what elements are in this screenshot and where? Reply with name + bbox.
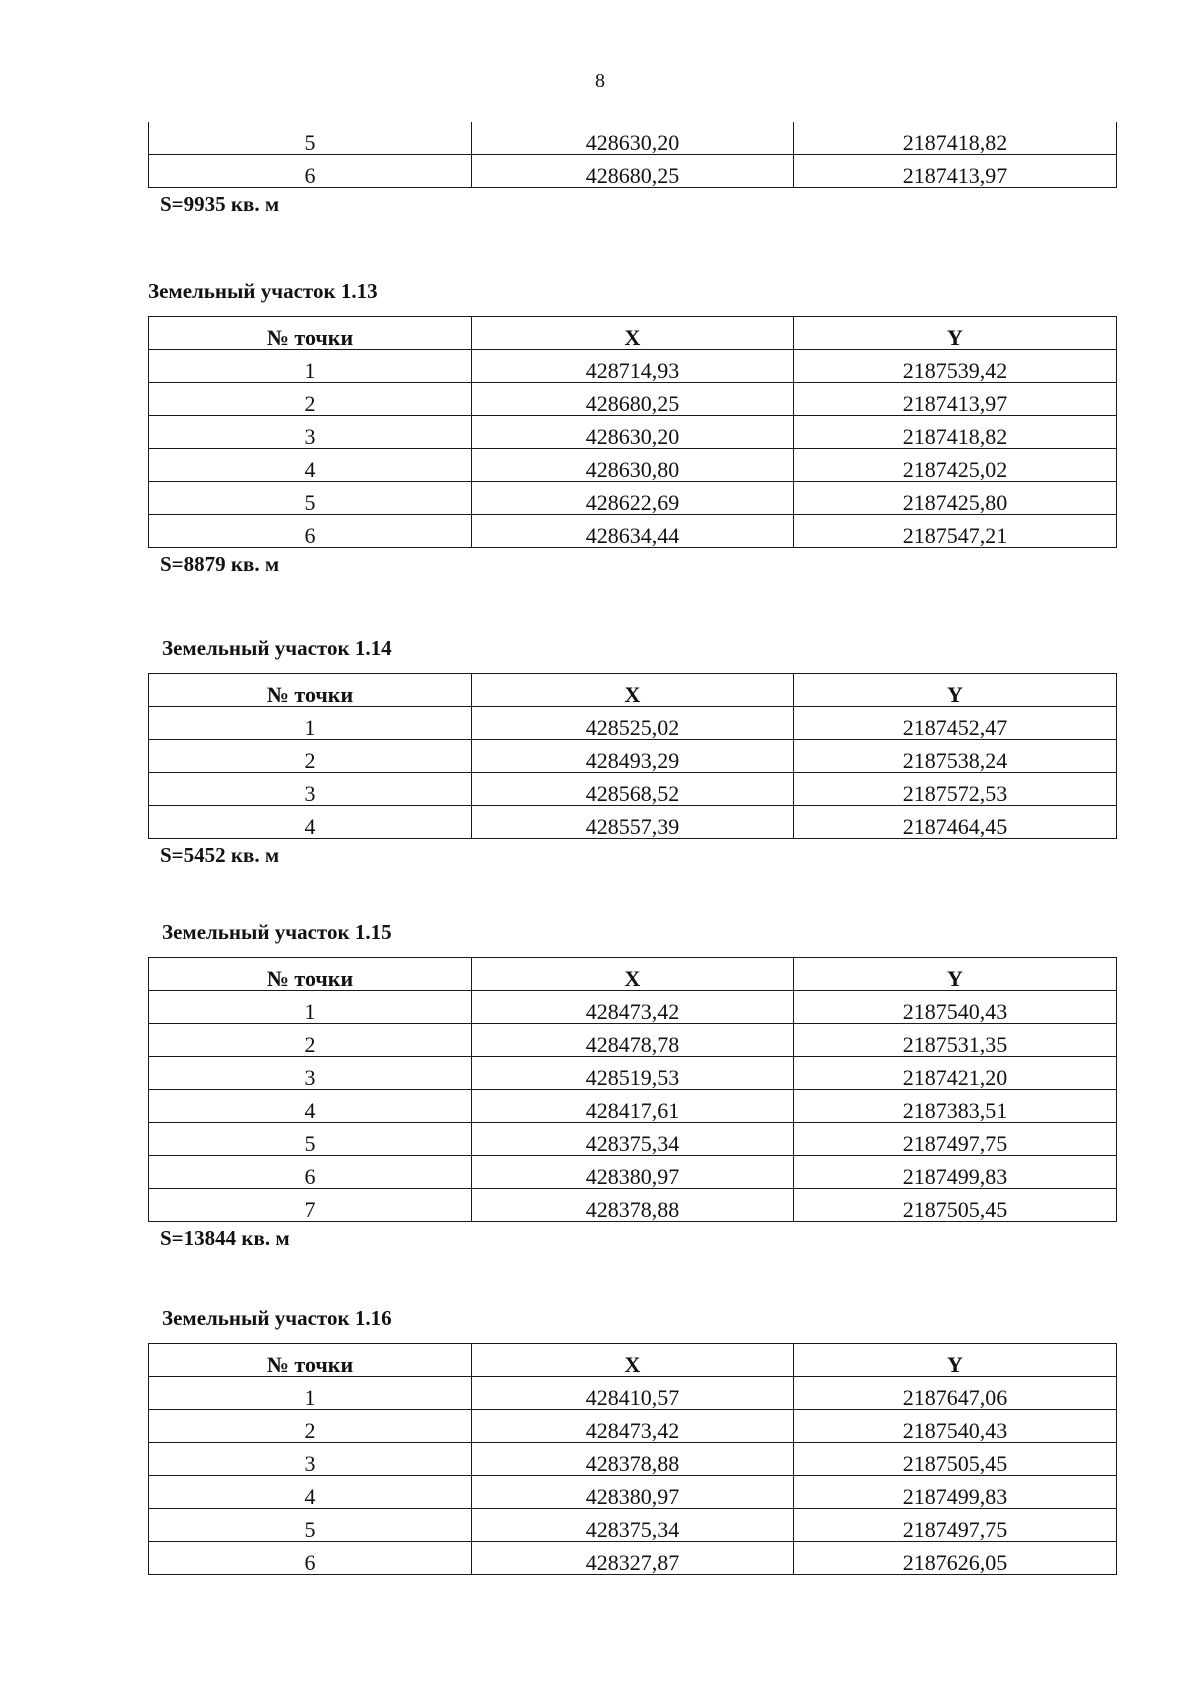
x-coordinate-cell: 428417,61 <box>472 1090 794 1123</box>
coordinate-row <box>149 707 1117 740</box>
point-number-cell: 3 <box>149 773 472 806</box>
coordinate-row <box>149 1542 1117 1575</box>
x-coordinate-cell: 428380,97 <box>472 1476 794 1509</box>
parcel-1-15-block <box>148 920 1116 1251</box>
x-coordinate-cell: 428622,69 <box>472 482 794 515</box>
x-coordinate-cell: 428493,29 <box>472 740 794 773</box>
coordinate-row <box>149 1090 1117 1123</box>
header-row <box>149 674 1117 707</box>
header-y: Y <box>794 1344 1117 1377</box>
coordinate-row <box>149 773 1117 806</box>
y-coordinate-cell: 2187425,02 <box>794 449 1117 482</box>
coordinate-row <box>149 1024 1117 1057</box>
coordinate-row <box>149 350 1117 383</box>
coordinate-row <box>149 1476 1117 1509</box>
parcel-heading: Земельный участок 1.15 <box>162 920 392 944</box>
coordinates-table <box>148 1343 1117 1575</box>
point-number-cell: 5 <box>149 482 472 515</box>
point-number-cell: 4 <box>149 806 472 839</box>
header-point: № точки <box>149 1344 472 1377</box>
y-coordinate-cell: 2187383,51 <box>794 1090 1117 1123</box>
header-row <box>149 958 1117 991</box>
x-coordinate-cell: 428634,44 <box>472 515 794 548</box>
x-coordinate-cell: 428478,78 <box>472 1024 794 1057</box>
coordinate-row <box>149 1156 1117 1189</box>
x-coordinate-cell: 428378,88 <box>472 1443 794 1476</box>
point-number-cell: 2 <box>149 1410 472 1443</box>
coordinate-row <box>149 482 1117 515</box>
coordinate-row <box>149 383 1117 416</box>
header-y: Y <box>794 958 1117 991</box>
point-number-cell: 1 <box>149 991 472 1024</box>
parcel-1-13-block <box>148 279 1116 577</box>
header-point: № точки <box>149 317 472 350</box>
point-number-cell: 7 <box>149 1189 472 1222</box>
point-number-cell: 6 <box>149 515 472 548</box>
coordinate-row <box>149 1509 1117 1542</box>
x-coordinate-cell: 428568,52 <box>472 773 794 806</box>
point-number-cell: 2 <box>149 1024 472 1057</box>
x-coordinate-cell: 428375,34 <box>472 1509 794 1542</box>
y-coordinate-cell: 2187505,45 <box>794 1443 1117 1476</box>
area-label: S=8879 кв. м <box>160 552 280 576</box>
y-coordinate-cell: 2187499,83 <box>794 1476 1117 1509</box>
x-coordinate-cell: 428519,53 <box>472 1057 794 1090</box>
x-coordinate-cell: 428327,87 <box>472 1542 794 1575</box>
header-row <box>149 1344 1117 1377</box>
x-coordinate-cell: 428473,42 <box>472 991 794 1024</box>
y-coordinate-cell: 2187413,97 <box>794 383 1117 416</box>
parcel-heading: Земельный участок 1.13 <box>148 279 378 303</box>
coordinates-table <box>148 316 1117 548</box>
parcel-1-14-block <box>148 636 1116 868</box>
point-number-cell: 5 <box>149 1123 472 1156</box>
point-number-cell: 1 <box>149 350 472 383</box>
header-point: № точки <box>149 674 472 707</box>
y-coordinate-cell: 2187499,83 <box>794 1156 1117 1189</box>
coordinates-table <box>148 957 1117 1222</box>
y-coordinate-cell: 2187539,42 <box>794 350 1117 383</box>
x-coordinate-cell: 428680,25 <box>472 155 794 188</box>
x-coordinate-cell: 428630,80 <box>472 449 794 482</box>
point-number-cell: 5 <box>149 1509 472 1542</box>
point-number-cell: 3 <box>149 1443 472 1476</box>
y-coordinate-cell: 2187626,05 <box>794 1542 1117 1575</box>
area-label: S=9935 кв. м <box>160 192 280 216</box>
y-coordinate-cell: 2187497,75 <box>794 1123 1117 1156</box>
y-coordinate-cell: 2187647,06 <box>794 1377 1117 1410</box>
parcel-heading: Земельный участок 1.16 <box>162 1306 392 1330</box>
x-coordinate-cell: 428473,42 <box>472 1410 794 1443</box>
coordinate-row <box>149 416 1117 449</box>
coordinate-row <box>149 991 1117 1024</box>
y-coordinate-cell: 2187425,80 <box>794 482 1117 515</box>
y-coordinate-cell: 2187452,47 <box>794 707 1117 740</box>
coordinates-table <box>148 122 1117 188</box>
coordinate-row <box>149 806 1117 839</box>
x-coordinate-cell: 428525,02 <box>472 707 794 740</box>
area-label: S=13844 кв. м <box>160 1226 290 1250</box>
point-number-cell: 6 <box>149 1542 472 1575</box>
point-number-cell: 4 <box>149 1090 472 1123</box>
x-coordinate-cell: 428380,97 <box>472 1156 794 1189</box>
y-coordinate-cell: 2187413,97 <box>794 155 1117 188</box>
header-point: № точки <box>149 958 472 991</box>
coordinate-row <box>149 1443 1117 1476</box>
coordinates-table <box>148 673 1117 839</box>
coordinate-row <box>149 122 1117 155</box>
y-coordinate-cell: 2187505,45 <box>794 1189 1117 1222</box>
y-coordinate-cell: 2187464,45 <box>794 806 1117 839</box>
x-coordinate-cell: 428714,93 <box>472 350 794 383</box>
header-row <box>149 317 1117 350</box>
x-coordinate-cell: 428630,20 <box>472 122 794 155</box>
x-coordinate-cell: 428375,34 <box>472 1123 794 1156</box>
coordinate-row <box>149 155 1117 188</box>
coordinate-row <box>149 1057 1117 1090</box>
header-x: X <box>472 317 794 350</box>
continued-coordinates-block <box>148 122 1116 217</box>
y-coordinate-cell: 2187540,43 <box>794 991 1117 1024</box>
coordinate-row <box>149 515 1117 548</box>
area-label: S=5452 кв. м <box>160 843 280 867</box>
header-y: Y <box>794 674 1117 707</box>
header-x: X <box>472 958 794 991</box>
y-coordinate-cell: 2187418,82 <box>794 416 1117 449</box>
parcel-heading: Земельный участок 1.14 <box>162 636 392 660</box>
y-coordinate-cell: 2187421,20 <box>794 1057 1117 1090</box>
point-number-cell: 1 <box>149 707 472 740</box>
point-number-cell: 4 <box>149 1476 472 1509</box>
coordinate-row <box>149 1123 1117 1156</box>
coordinate-row <box>149 1377 1117 1410</box>
y-coordinate-cell: 2187497,75 <box>794 1509 1117 1542</box>
x-coordinate-cell: 428630,20 <box>472 416 794 449</box>
y-coordinate-cell: 2187547,21 <box>794 515 1117 548</box>
point-number-cell: 1 <box>149 1377 472 1410</box>
point-number-cell: 4 <box>149 449 472 482</box>
coordinate-row <box>149 449 1117 482</box>
header-y: Y <box>794 317 1117 350</box>
x-coordinate-cell: 428680,25 <box>472 383 794 416</box>
y-coordinate-cell: 2187572,53 <box>794 773 1117 806</box>
point-number-cell: 2 <box>149 383 472 416</box>
x-coordinate-cell: 428378,88 <box>472 1189 794 1222</box>
header-x: X <box>472 1344 794 1377</box>
y-coordinate-cell: 2187531,35 <box>794 1024 1117 1057</box>
point-number-cell: 6 <box>149 155 472 188</box>
parcel-1-16-block <box>148 1306 1116 1575</box>
y-coordinate-cell: 2187418,82 <box>794 122 1117 155</box>
point-number-cell: 6 <box>149 1156 472 1189</box>
x-coordinate-cell: 428410,57 <box>472 1377 794 1410</box>
coordinate-row <box>149 1189 1117 1222</box>
point-number-cell: 5 <box>149 122 472 155</box>
y-coordinate-cell: 2187538,24 <box>794 740 1117 773</box>
coordinate-row <box>149 1410 1117 1443</box>
header-x: X <box>472 674 794 707</box>
point-number-cell: 3 <box>149 1057 472 1090</box>
y-coordinate-cell: 2187540,43 <box>794 1410 1117 1443</box>
page-number: 8 <box>595 70 605 92</box>
point-number-cell: 3 <box>149 416 472 449</box>
point-number-cell: 2 <box>149 740 472 773</box>
coordinate-row <box>149 740 1117 773</box>
x-coordinate-cell: 428557,39 <box>472 806 794 839</box>
